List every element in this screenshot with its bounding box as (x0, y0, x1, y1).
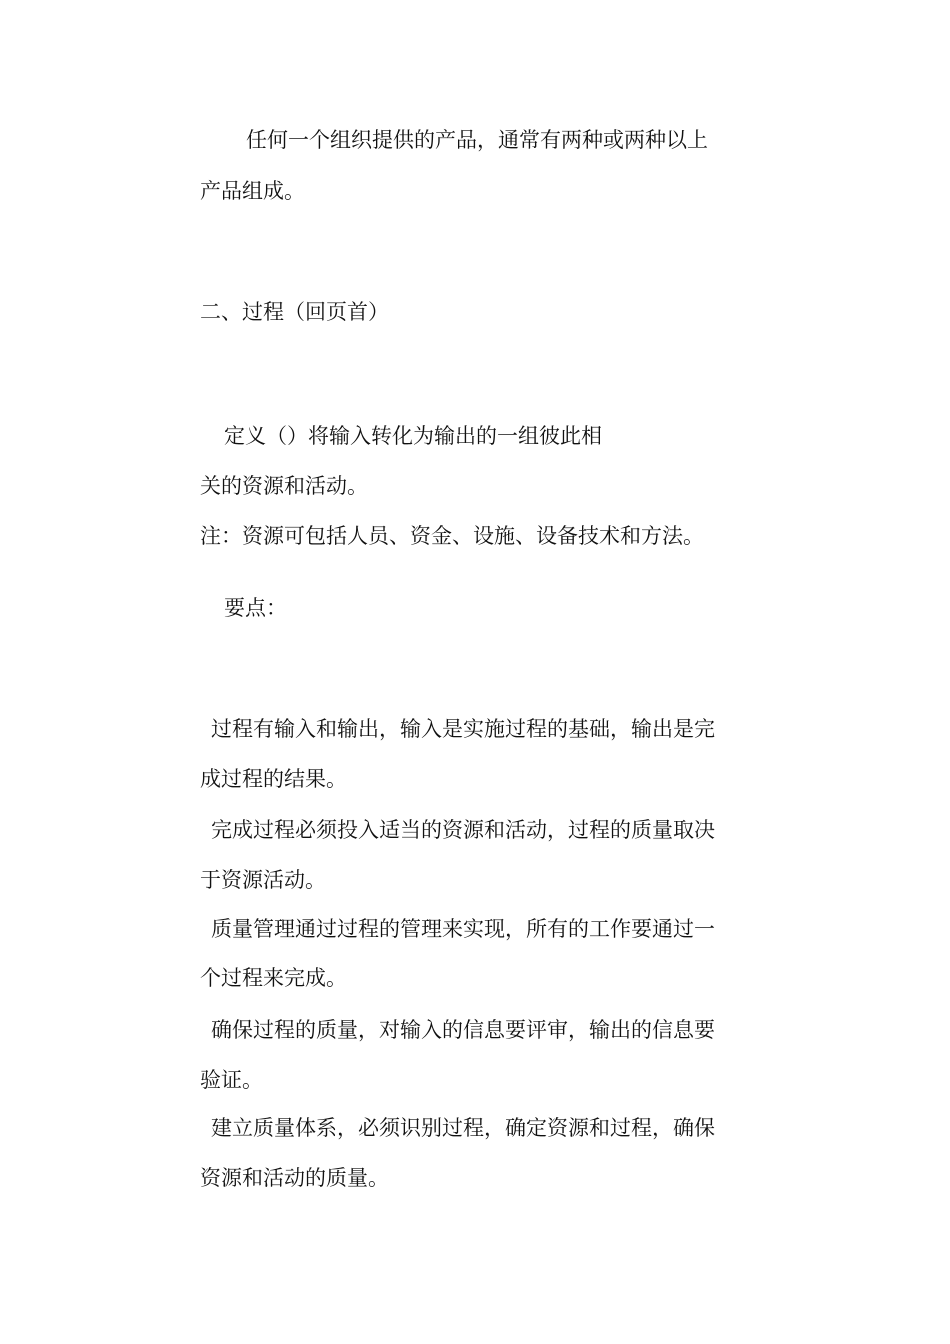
point-4-line-1: 确保过程的质量，对输入的信息要评审，输出的信息要 (211, 1018, 715, 1042)
point-1-line-2: 成过程的结果。 (200, 767, 347, 791)
point-2-line-2: 于资源活动。 (200, 868, 326, 892)
intro-paragraph-line-1: 任何一个组织提供的产品，通常有两种或两种以上 (246, 128, 708, 152)
point-2-line-1: 完成过程必须投入适当的资源和活动，过程的质量取决 (211, 818, 715, 842)
key-points-heading: 要点： (224, 596, 287, 620)
point-5-line-2: 资源和活动的质量。 (200, 1166, 389, 1190)
intro-paragraph-line-2: 产品组成。 (200, 179, 305, 203)
point-5-line-1: 建立质量体系，必须识别过程，确定资源和过程，确保 (211, 1116, 715, 1140)
section-heading: 二、过程（回页首） (200, 300, 389, 324)
note-line: 注：资源可包括人员、资金、设施、设备技术和方法。 (200, 524, 704, 548)
definition-line-2: 关的资源和活动。 (200, 474, 368, 498)
definition-line-1: 定义（）将输入转化为输出的一组彼此相 (224, 424, 602, 448)
point-4-line-2: 验证。 (200, 1068, 263, 1092)
point-3-line-2: 个过程来完成。 (200, 966, 347, 990)
point-1-line-1: 过程有输入和输出，输入是实施过程的基础，输出是完 (211, 717, 715, 741)
point-3-line-1: 质量管理通过过程的管理来实现，所有的工作要通过一 (211, 917, 715, 941)
